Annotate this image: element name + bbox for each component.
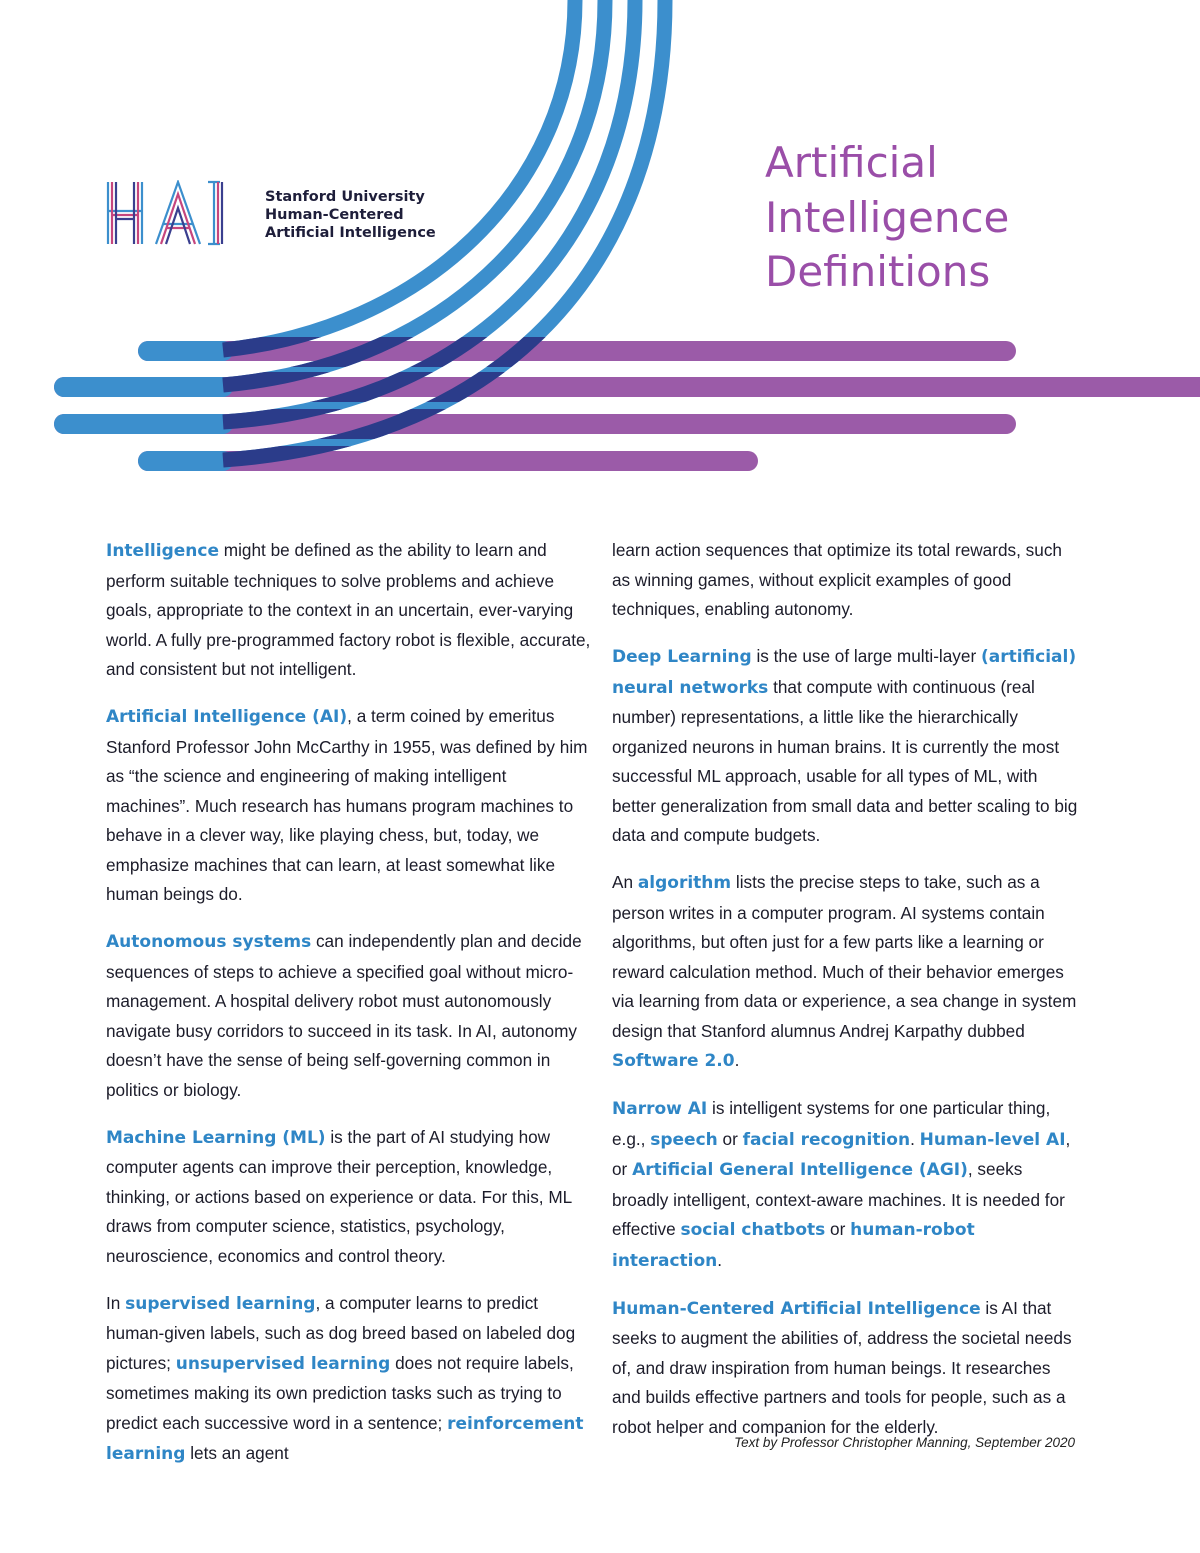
definition-algorithm: An algorithm lists the precise steps to take, such as a person writes in a computer program. AI systems contain algorithms, but often just for a few parts like a learning or reward calculation method. Much of their behavior emerges via learning from data or experience, a sea change in system design that Stanford alumnus Andrej Karpathy dubbed Software 2.0. [612,872,1077,1071]
term: Software 2.0 [612,1051,735,1071]
definition-deep-learning: Deep Learning is the use of large multi-layer (artificial) neural networks that compute with continuous (real number) representations, a little like the hierarchically organized neurons in human brains. It is currently the most successful ML approach, usable for all types of ML, with better generalization from small data and better scaling to big data and compute budgets. [612,646,1078,845]
definition-intelligence: Intelligence might be defined as the ability to learn and perform suitable techniques to solve problems and achieve goals, appropriate to the context in an uncertain, ever-varying world. A fully pre-programmed factory robot is flexible, accurate, and consistent but not intelligent. [106,540,591,679]
title-line-3: Definitions [765,247,991,296]
logo-text: HAI [104,180,106,181]
term: Deep Learning [612,647,752,667]
term: social chatbots [680,1220,826,1240]
page-title [765,136,1009,300]
term: algorithm [637,873,732,893]
purple-stripes [64,351,1200,461]
term: Narrow AI [612,1099,708,1119]
organization-name [265,188,436,242]
term: speech [650,1129,718,1150]
org-line-3: Artificial Intelligence [265,225,436,241]
definition-autonomous-systems: Autonomous systems can independently plan and decide sequences of steps to achieve a specified goal without micro-management. A hospital delivery robot must autonomously navigate busy corridors to succeed in its task. In AI, autonomy doesn’t have the sense of being self-governing common in politics or biology. [106,931,582,1100]
term: unsupervised learning [175,1353,391,1374]
term: supervised learning [125,1293,316,1314]
term: Artificial Intelligence (AI) [106,707,348,727]
definition-hcai: Human-Centered Artificial Intelligence is AI that seeks to augment the abilities of, address the societal needs of, and draw inspiration from human beings. It researches and builds effective partners and tools for people, such as a robot helper and companion for the elderly. [612,1297,1072,1437]
hai-logo [104,180,249,246]
org-line-2: Human-Centered [265,207,404,223]
term: reinforcement learning [106,1413,584,1464]
term: Human-Centered Artificial Intelligence [612,1298,981,1319]
term: Intelligence [106,541,219,561]
author-credit: Text by Professor Christopher Manning, September 2020 [734,1435,1075,1450]
definition-learning-types: In supervised learning, a computer learns to predict human-given labels, such as dog breed based on labeled dog pictures; unsupervised learning does not require labels, sometimes making its own prediction tasks such as trying to predict each successive word in a sentence; reinforcement learning lets an agent [106,1292,584,1464]
title-line-2: Intelligence [765,192,1010,242]
definition-machine-learning: Machine Learning (ML) is the part of AI studying how computer agents can improve their perception, knowledge, thinking, or actions based on experience or data. For this, ML draws from computer science, statistics, psychology, neuroscience, economics and control theory. [106,1126,572,1266]
right-column [612,536,1082,1460]
definition-ai: Artificial Intelligence (AI), a term coined by emeritus Stanford Professor John McCarthy in 1955, was defined by him as “the science and engineering of making intelligent machines”. Much research has humans program machines to behave in a clever way, like playing chess, but, today, we emphasize machines that can learn, at least somewhat like human beings do. [106,706,588,904]
term: Artificial General Intelligence (AGI) [632,1160,968,1180]
term: (artificial) neural networks [612,647,1077,698]
definition-continuation: learn action sequences that optimize its total rewards, such as winning games, without explicit examples of good techniques, enabling autonomy. [612,540,1062,619]
title-line-1: Artificial [765,138,938,187]
term: facial recognition [742,1129,911,1150]
term: Machine Learning (ML) [106,1127,326,1148]
blue-stripe-ends [64,351,223,461]
term: Autonomous systems [106,932,312,952]
org-line-1: Stanford University [265,189,425,205]
term: Human-level AI [919,1129,1066,1150]
left-column [106,536,594,1487]
definition-narrow-ai: Narrow AI is intelligent systems for one particular thing, e.g., speech or facial recognition. Human-level AI, or Artificial General Intelligence (AGI), seeks broadly intelligent, context-aware machines. It is needed for effective social chatbots or human-robot interaction. [612,1098,1071,1271]
term: human-robot interaction [612,1220,975,1271]
